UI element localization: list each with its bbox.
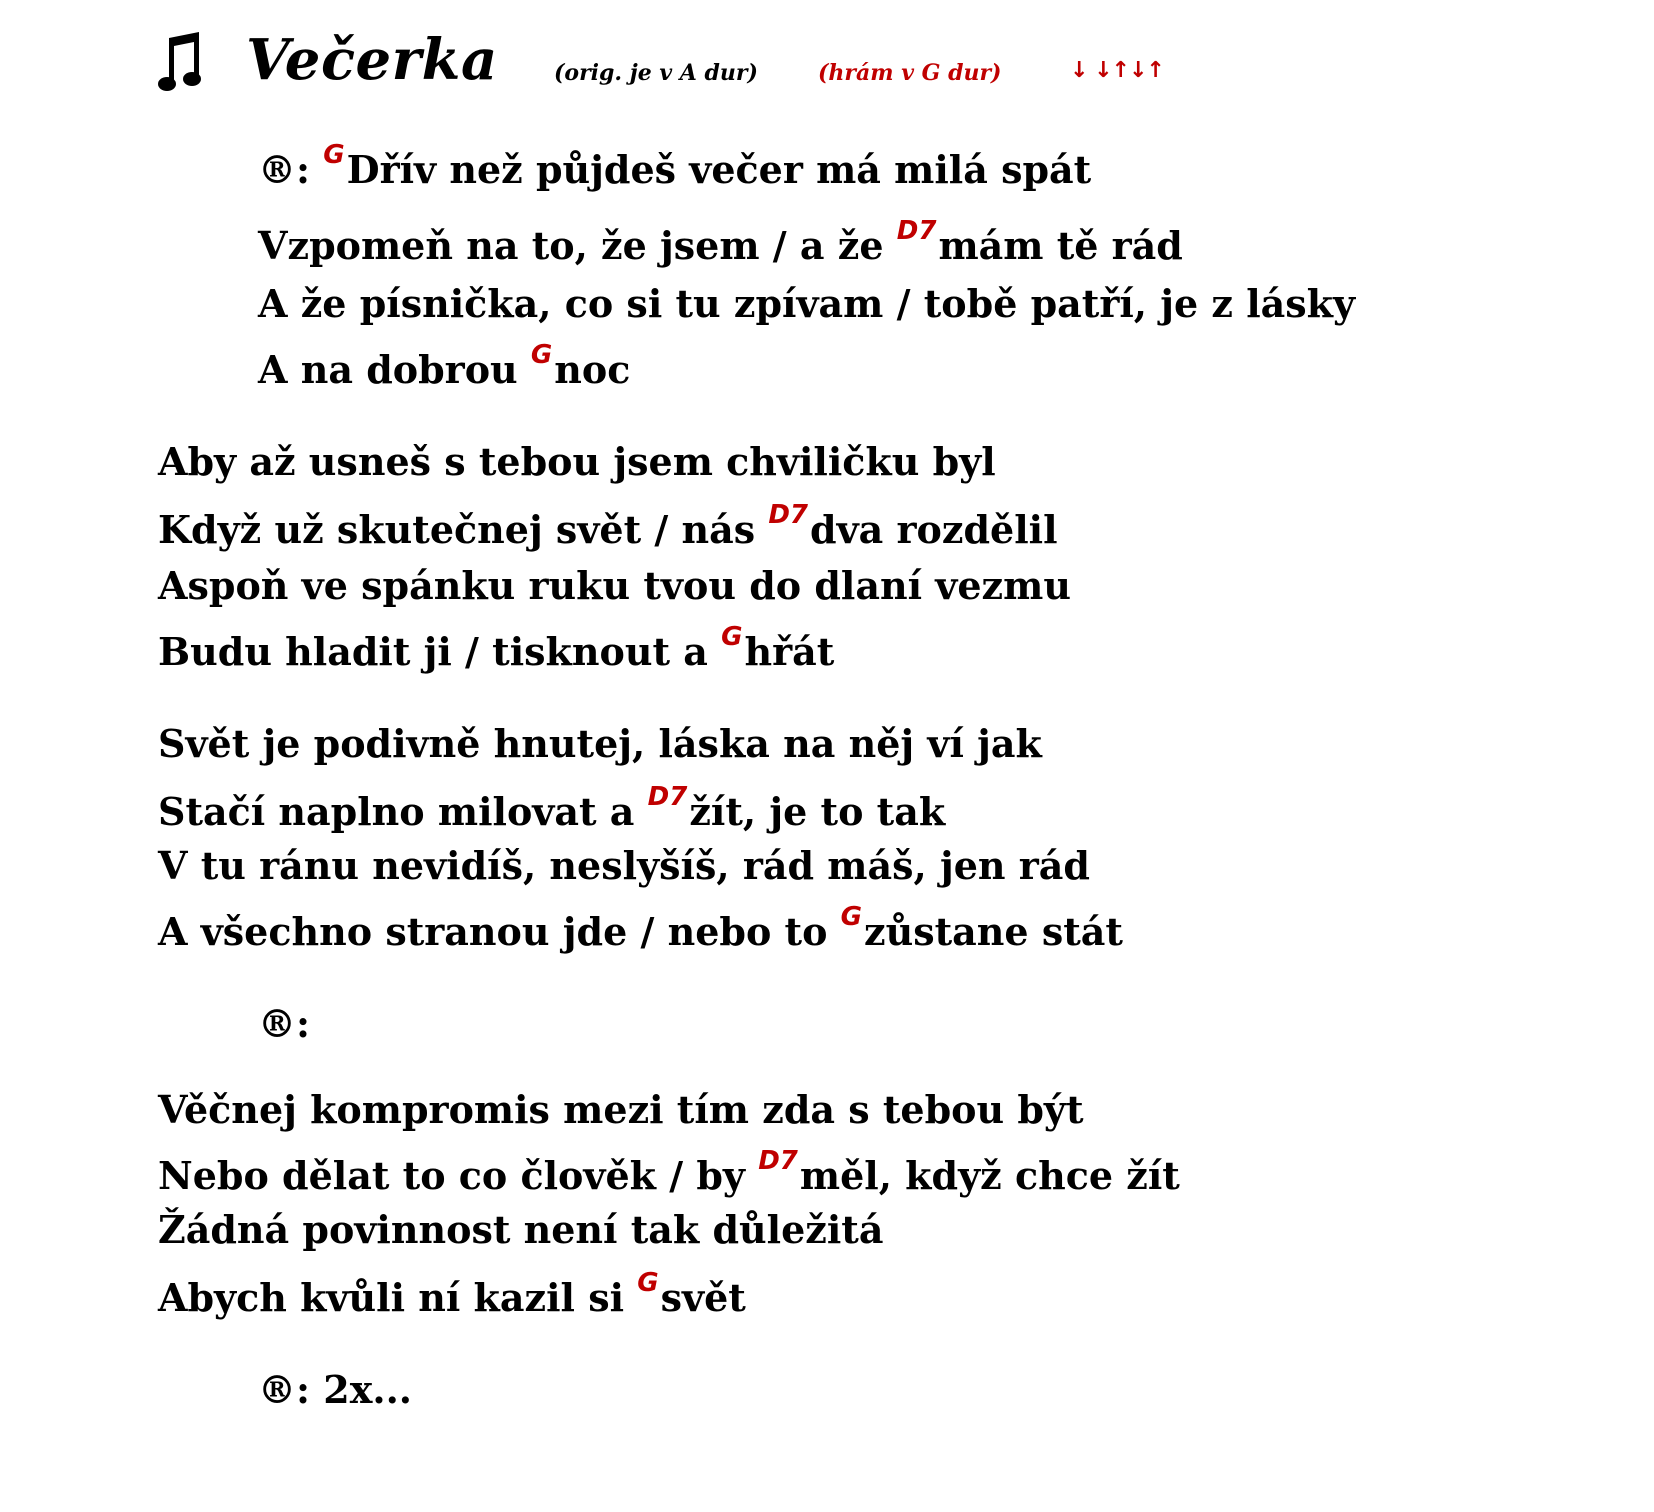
- verse1-line-2: [158, 500, 1058, 559]
- refrain-repeat-1: [258, 1000, 310, 1048]
- lyric-text: Věčnej kompromis mezi tím zda s tebou být: [158, 1087, 1084, 1132]
- lyric-text: Když už skutečnej svět / nás: [158, 507, 769, 552]
- lyric-text: Budu hladit ji / tisknout a: [158, 629, 722, 674]
- lyric-text: noc: [554, 347, 631, 392]
- refrain-mark: ®:: [258, 1001, 311, 1046]
- lyric-text: Dřív než půjdeš večer má milá spát: [346, 147, 1092, 192]
- chord-label: G: [840, 902, 863, 932]
- lyric-text: A na dobrou: [258, 347, 531, 392]
- verse2-line-1: [158, 720, 1042, 768]
- lyric-text: měl, když chce žít: [799, 1153, 1180, 1198]
- refrain-repeat-2: [258, 1366, 412, 1414]
- lyric-text: Svět je podivně hnutej, láska na něj ví jak: [158, 721, 1042, 766]
- music-note-icon: [158, 32, 208, 96]
- lyric-text: Aby až usneš s tebou jsem chviličku byl: [158, 439, 996, 484]
- song-title: Večerka: [246, 27, 498, 93]
- verse1-line-3: [158, 562, 1071, 610]
- verse2-line-3: [158, 842, 1090, 890]
- refrain-mark: ®:: [258, 147, 311, 192]
- playing-key-note: (hrám v G dur): [818, 60, 1002, 86]
- verse3-line-2: [158, 1146, 1180, 1205]
- lyric-text: Abych kvůli ní kazil si: [158, 1275, 638, 1320]
- lyric-text: Stačí naplno milovat a: [158, 789, 648, 834]
- lyric-text: V tu ránu nevidíš, neslyšíš, rád máš, jen rád: [158, 843, 1090, 888]
- lyric-text: Aspoň ve spánku ruku tvou do dlaní vezmu: [158, 563, 1071, 608]
- chord-label: D7: [647, 782, 688, 812]
- refrain-line-2: [258, 216, 1183, 275]
- verse1-line-4: [158, 622, 835, 681]
- refrain-line-4: [258, 340, 631, 399]
- chord-label: G: [637, 1268, 659, 1298]
- lyric-text: mám tě rád: [938, 223, 1183, 268]
- original-key-note: (orig. je v A dur): [554, 60, 758, 86]
- lyric-text: zůstane stát: [864, 909, 1123, 954]
- lyric-text: dva rozdělil: [810, 507, 1058, 552]
- verse3-line-1: [158, 1086, 1084, 1134]
- chord-label: D7: [768, 500, 809, 530]
- verse3-line-3: [158, 1206, 883, 1254]
- refrain-line-3: [258, 280, 1355, 328]
- verse1-line-1: [158, 438, 996, 486]
- lyric-text: svět: [660, 1275, 746, 1320]
- lyric-text: hřát: [744, 629, 835, 674]
- lyric-text: A všechno stranou jde / nebo to: [158, 909, 841, 954]
- lyric-text: Vzpomeň na to, že jsem / a že: [258, 223, 897, 268]
- chord-label: D7: [896, 216, 937, 246]
- verse2-line-2: [158, 782, 946, 841]
- lyric-text: A že písnička, co si tu zpívam / tobě patří, je z lásky: [258, 281, 1356, 326]
- chord-label: G: [323, 140, 345, 170]
- chord-label: G: [530, 340, 553, 370]
- verse2-line-4: [158, 902, 1123, 961]
- chord-label: D7: [758, 1146, 798, 1176]
- lyric-text: Nebo dělat to co člověk / by: [158, 1153, 759, 1198]
- lyric-text: Žádná povinnost není tak důležitá: [158, 1207, 884, 1252]
- lyric-text: žít, je to tak: [689, 789, 946, 834]
- chord-label: G: [721, 622, 743, 652]
- strum-pattern: ↓ ↓↑↓↑: [1070, 58, 1164, 83]
- refrain-mark: ®: 2x...: [258, 1367, 413, 1412]
- verse3-line-4: [158, 1268, 746, 1327]
- refrain-line-1: [258, 140, 1092, 199]
